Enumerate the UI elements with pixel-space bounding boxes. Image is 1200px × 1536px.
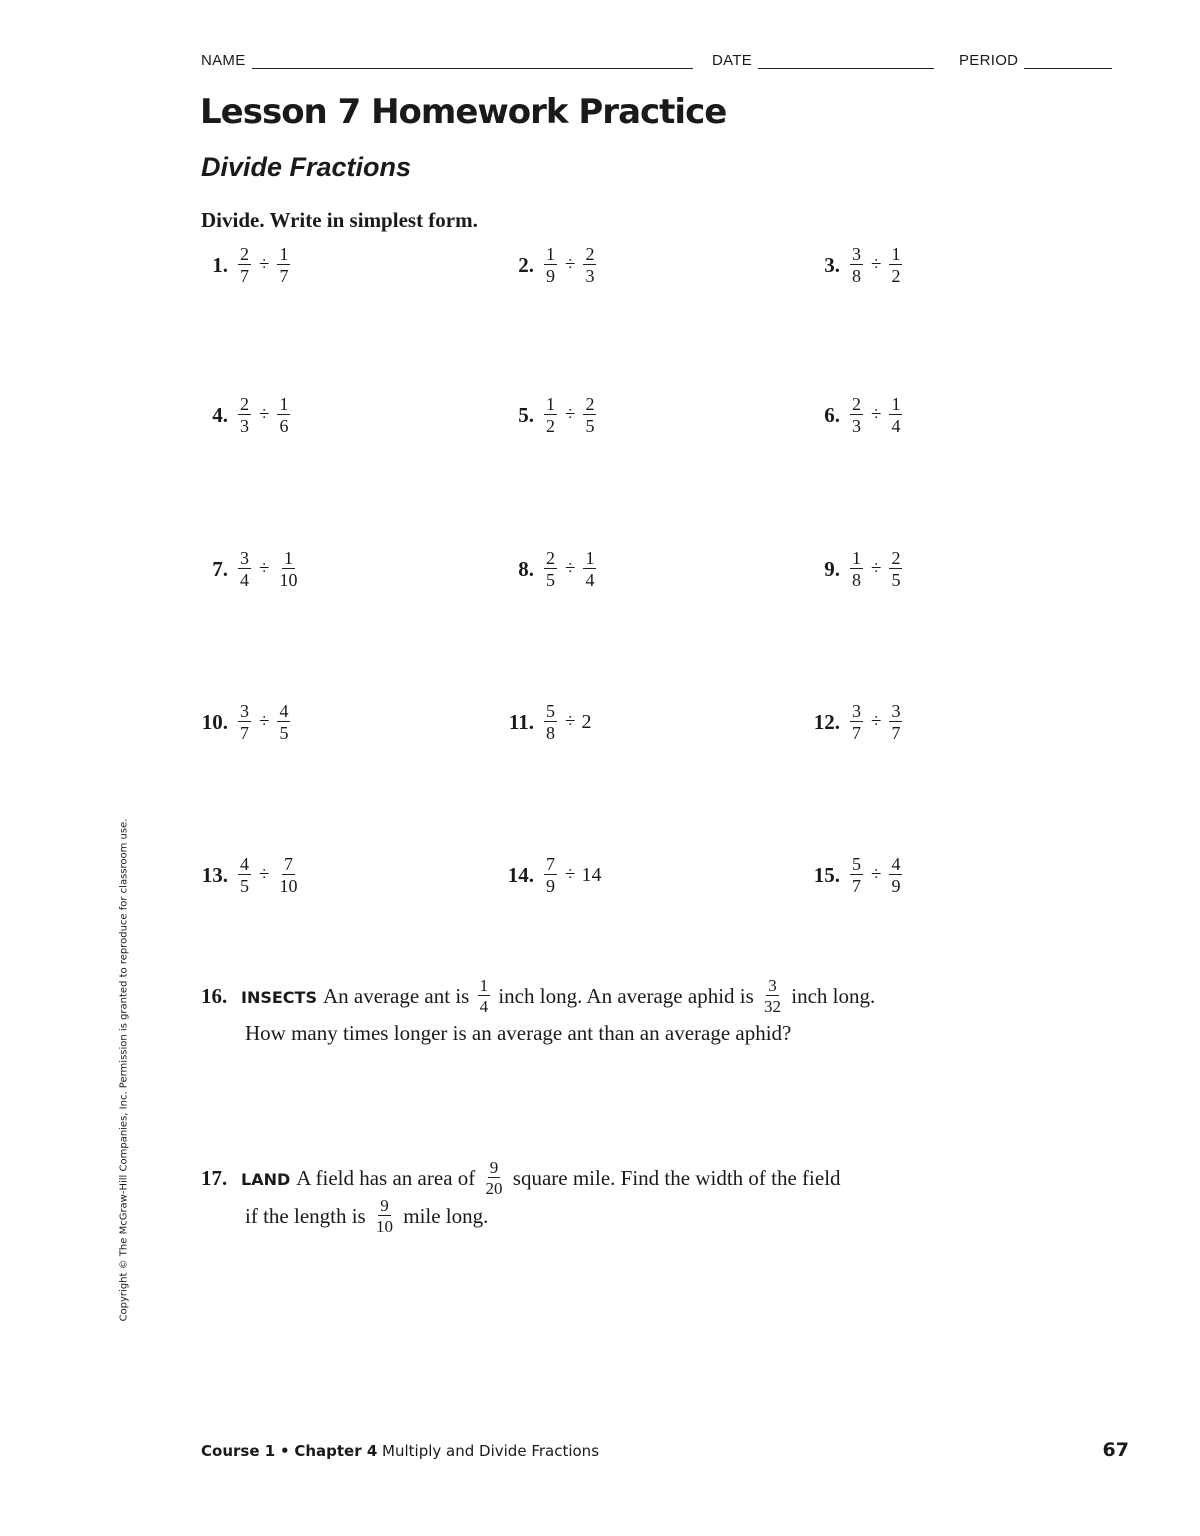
numerator: 1 (891, 244, 901, 264)
numerator: 4 (279, 701, 289, 721)
denominator: 20 (485, 1179, 503, 1198)
word-problem-17 (201, 1158, 841, 1237)
denominator: 7 (891, 723, 901, 743)
numerator: 1 (891, 394, 901, 414)
divide-symbol: ÷ (565, 864, 576, 885)
denominator: 3 (852, 416, 861, 436)
dividend-fraction (544, 855, 557, 895)
denominator: 8 (852, 570, 861, 590)
numerator: 1 (546, 244, 555, 264)
problem-text: How many times longer is an average ant than an average aphid? (245, 1021, 792, 1045)
name-line[interactable] (252, 50, 693, 69)
denominator: 5 (585, 416, 595, 436)
problem-text: square mile. Find the width of the field (512, 1165, 841, 1190)
problem-13 (186, 855, 301, 895)
problem-topic: INSECTS (241, 987, 317, 1007)
denominator: 9 (546, 266, 555, 286)
problem-12 (798, 702, 904, 742)
numerator: 2 (585, 244, 595, 264)
problem-14 (492, 855, 601, 895)
problem-number: 4. (212, 402, 228, 427)
divisor-fraction (889, 245, 902, 285)
problem-text: inch long. An average aphid is (498, 983, 754, 1008)
denominator: 6 (279, 416, 289, 436)
divide-symbol: ÷ (259, 864, 270, 885)
divide-symbol: ÷ (259, 558, 270, 579)
numerator: 2 (891, 548, 901, 568)
denominator: 5 (240, 876, 249, 896)
problem-9 (798, 549, 904, 589)
problem-15 (798, 855, 904, 895)
denominator: 2 (891, 266, 901, 286)
footer-course: Course 1 (201, 1442, 276, 1460)
dividend-fraction (238, 395, 251, 435)
divisor-fraction (277, 855, 299, 895)
problem-11 (492, 702, 591, 742)
copyright-notice: Copyright © The McGraw-Hill Companies, Inc. Permission is granted to reproduce for classroom use. (118, 818, 130, 1322)
dividend-fraction (850, 702, 863, 742)
problem-text: A field has an area of (296, 1165, 476, 1190)
name-field[interactable] (201, 50, 693, 69)
denominator: 7 (240, 266, 249, 286)
problem-number: 15. (813, 862, 840, 887)
divisor-fraction (583, 395, 596, 435)
divide-symbol: ÷ (565, 558, 576, 579)
numerator: 1 (479, 976, 489, 995)
fraction (762, 977, 783, 1015)
denominator: 4 (479, 997, 489, 1016)
word-problem-16 (201, 976, 876, 1049)
numerator: 2 (240, 244, 249, 264)
numerator: 2 (546, 548, 555, 568)
numerator: 7 (283, 854, 293, 874)
numerator: 1 (852, 548, 861, 568)
numerator: 1 (279, 394, 289, 414)
divisor-fraction (277, 395, 290, 435)
denominator: 10 (375, 1217, 393, 1236)
divisor-fraction (277, 549, 299, 589)
divide-symbol: ÷ (259, 711, 270, 732)
numerator: 7 (546, 854, 555, 874)
denominator: 7 (852, 876, 861, 896)
denominator: 5 (546, 570, 555, 590)
divide-symbol: ÷ (565, 711, 576, 732)
divisor-whole: 2 (581, 710, 592, 733)
divide-symbol: ÷ (871, 404, 882, 425)
numerator: 3 (852, 701, 861, 721)
page-footer (201, 1439, 1129, 1461)
fraction (374, 1197, 395, 1235)
problem-number: 11. (508, 709, 534, 734)
problem-topic: LAND (241, 1169, 291, 1189)
dividend-fraction (544, 549, 557, 589)
numerator: 3 (240, 701, 249, 721)
denominator: 4 (891, 416, 901, 436)
numerator: 2 (852, 394, 861, 414)
dividend-fraction (850, 855, 863, 895)
dividend-fraction (238, 245, 251, 285)
header-fields (201, 50, 1123, 74)
numerator: 3 (768, 976, 777, 995)
denominator: 8 (852, 266, 861, 286)
dividend-fraction (544, 395, 557, 435)
dividend-fraction (238, 702, 251, 742)
problem-number: 7. (212, 556, 228, 581)
denominator: 2 (546, 416, 555, 436)
problem-number: 10. (201, 709, 228, 734)
denominator: 3 (240, 416, 249, 436)
numerator: 9 (489, 1158, 499, 1177)
period-field[interactable] (959, 50, 1112, 69)
problem-number: 12. (813, 709, 840, 734)
problem-8 (492, 549, 598, 589)
problem-text: An average ant is (322, 983, 470, 1008)
divide-symbol: ÷ (871, 864, 882, 885)
numerator: 3 (240, 548, 249, 568)
divisor-fraction (583, 245, 596, 285)
problem-number: 14. (507, 862, 534, 887)
footer-chapter-title: Multiply and Divide Fractions (382, 1442, 600, 1460)
date-line[interactable] (758, 50, 934, 69)
date-field[interactable] (712, 50, 934, 69)
problem-number: 17. (201, 1165, 228, 1190)
footer-separator: • (279, 1442, 290, 1460)
footer-chapter: Chapter 4 (294, 1442, 378, 1460)
page-subtitle: Divide Fractions (201, 152, 412, 182)
divide-symbol: ÷ (259, 404, 270, 425)
fraction (484, 1159, 505, 1197)
fraction (478, 977, 491, 1015)
problem-7 (186, 549, 301, 589)
numerator: 9 (380, 1196, 389, 1215)
problem-number: 13. (201, 862, 228, 887)
numerator: 4 (891, 854, 901, 874)
problem-number: 9. (824, 556, 840, 581)
numerator: 1 (585, 548, 595, 568)
page-number: 67 (1102, 1439, 1129, 1461)
dividend-fraction (544, 245, 557, 285)
denominator: 4 (240, 570, 249, 590)
problem-2 (492, 245, 598, 285)
period-line[interactable] (1024, 50, 1112, 69)
divide-symbol: ÷ (871, 711, 882, 732)
problem-3 (798, 245, 904, 285)
dividend-fraction (850, 395, 863, 435)
divisor-fraction (889, 395, 902, 435)
numerator: 5 (852, 854, 861, 874)
dividend-fraction (238, 549, 251, 589)
divide-symbol: ÷ (871, 254, 882, 275)
numerator: 2 (585, 394, 595, 414)
numerator: 1 (546, 394, 555, 414)
date-label: DATE (712, 52, 753, 69)
denominator: 32 (764, 997, 782, 1016)
denominator: 7 (279, 266, 289, 286)
numerator: 4 (240, 854, 249, 874)
denominator: 5 (891, 570, 901, 590)
numerator: 1 (279, 244, 289, 264)
denominator: 9 (891, 876, 901, 896)
problem-number: 2. (518, 252, 534, 277)
problem-5 (492, 395, 598, 435)
divisor-fraction (277, 245, 290, 285)
divide-symbol: ÷ (871, 558, 882, 579)
problem-number: 3. (824, 252, 840, 277)
period-label: PERIOD (959, 52, 1019, 69)
divide-symbol: ÷ (565, 254, 576, 275)
divisor-whole: 14 (581, 863, 602, 886)
problem-number: 8. (518, 556, 534, 581)
denominator: 10 (279, 876, 298, 896)
problem-text: if the length is (245, 1203, 366, 1228)
divide-symbol: ÷ (565, 404, 576, 425)
denominator: 5 (279, 723, 289, 743)
denominator: 7 (240, 723, 249, 743)
instructions: Divide. Write in simplest form. (201, 208, 478, 232)
dividend-fraction (544, 702, 557, 742)
divisor-fraction (889, 855, 902, 895)
problem-number: 5. (518, 402, 534, 427)
denominator: 7 (852, 723, 861, 743)
problem-6 (798, 395, 904, 435)
problem-4 (186, 395, 292, 435)
divisor-fraction (277, 702, 290, 742)
problem-text: inch long. (791, 983, 876, 1008)
problem-number: 6. (824, 402, 840, 427)
divide-symbol: ÷ (259, 254, 270, 275)
denominator: 8 (546, 723, 555, 743)
numerator: 3 (891, 701, 901, 721)
numerator: 3 (852, 244, 861, 264)
divisor-fraction (583, 549, 596, 589)
divisor-fraction (889, 549, 902, 589)
dividend-fraction (850, 549, 863, 589)
problem-text: mile long. (403, 1203, 489, 1228)
dividend-fraction (238, 855, 251, 895)
problem-number: 16. (201, 983, 228, 1008)
numerator: 5 (546, 701, 555, 721)
denominator: 10 (279, 570, 298, 590)
numerator: 2 (240, 394, 249, 414)
problem-10 (186, 702, 292, 742)
name-label: NAME (201, 52, 246, 69)
dividend-fraction (850, 245, 863, 285)
denominator: 4 (585, 570, 595, 590)
denominator: 3 (585, 266, 595, 286)
page-title: Lesson 7 Homework Practice (200, 92, 727, 132)
problem-1 (186, 245, 292, 285)
numerator: 1 (283, 548, 293, 568)
divisor-fraction (889, 702, 902, 742)
problem-number: 1. (212, 252, 228, 277)
denominator: 9 (546, 876, 555, 896)
